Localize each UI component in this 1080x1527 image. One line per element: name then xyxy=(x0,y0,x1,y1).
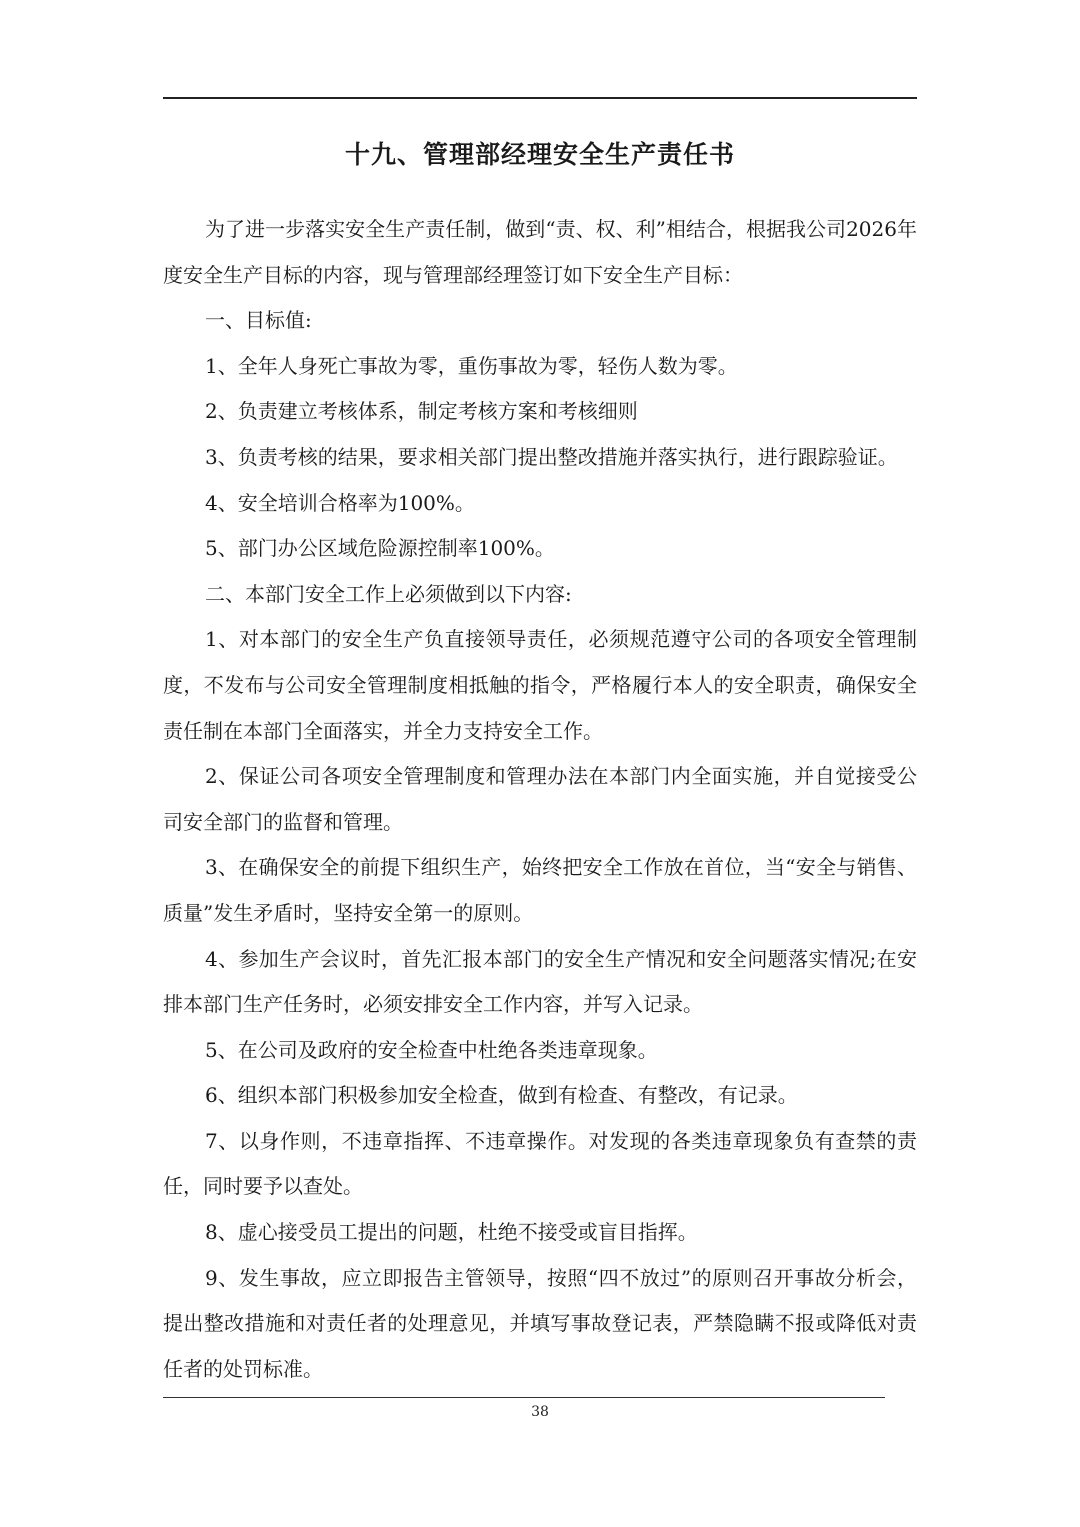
target-item-4: 4、安全培训合格率为100%。 xyxy=(205,490,475,515)
duty-item-8: 8、虚心接受员工提出的问题，杜绝不接受或盲目指挥。 xyxy=(205,1220,698,1245)
footer-rule xyxy=(163,1397,885,1398)
target-item-3: 3、负责考核的结果，要求相关部门提出整改措施并落实执行，进行跟踪验证。 xyxy=(205,444,898,469)
target-item-2: 2、负责建立考核体系，制定考核方案和考核细则 xyxy=(205,399,638,424)
header-rule xyxy=(163,97,917,99)
target-item-5: 5、部门办公区域危险源控制率100%。 xyxy=(205,536,555,561)
duty-item-2: 2、保证公司各项安全管理制度和管理办法在本部门内全面实施，并自觉接受公司安全部门的监督和管理。 xyxy=(163,764,917,834)
duty-item-1: 1、对本部门的安全生产负直接领导责任，必须规范遵守公司的各项安全管理制度，不发布与公司安全管理制度相抵触的指令，严格履行本人的安全职责，确保安全责任制在本部门全面落实，并全力支持安全工作。 xyxy=(163,627,917,743)
section-heading-duties: 二、本部门安全工作上必须做到以下内容: xyxy=(205,581,572,606)
page-number: 38 xyxy=(531,1404,549,1420)
section-heading-targets: 一、目标值: xyxy=(205,308,312,333)
duty-item-9: 9、发生事故，应立即报告主管领导，按照“四不放过”的原则召开事故分析会，提出整改措施和对责任者的处理意见，并填写事故登记表，严禁隐瞒不报或降低对责任者的处罚标准。 xyxy=(163,1265,917,1381)
document-title: 十九、管理部经理安全生产责任书 xyxy=(344,140,735,169)
document-body xyxy=(163,207,917,1392)
duty-item-5: 5、在公司及政府的安全检查中杜绝各类违章现象。 xyxy=(205,1037,658,1062)
duty-item-7: 7、以身作则，不违章指挥、不违章操作。对发现的各类违章现象负有查禁的责任，同时要予以查处。 xyxy=(163,1128,917,1199)
duty-item-6: 6、组织本部门积极参加安全检查，做到有检查、有整改，有记录。 xyxy=(205,1083,798,1108)
duty-item-3: 3、在确保安全的前提下组织生产，始终把安全工作放在首位，当“安全与销售、质量”发生矛盾时，坚持安全第一的原则。 xyxy=(163,855,917,925)
duty-item-4: 4、参加生产会议时，首先汇报本部门的安全生产情况和安全问题落实情况;在安排本部门生产任务时，必须安排安全工作内容，并写入记录。 xyxy=(163,946,917,1017)
paragraph-intro: 为了进一步落实安全生产责任制，做到“责、权、利”相结合，根据我公司2026年度安全生产目标的内容，现与管理部经理签订如下安全生产目标： xyxy=(163,217,917,287)
target-item-1: 1、全年人身死亡事故为零，重伤事故为零，轻伤人数为零。 xyxy=(205,353,738,378)
